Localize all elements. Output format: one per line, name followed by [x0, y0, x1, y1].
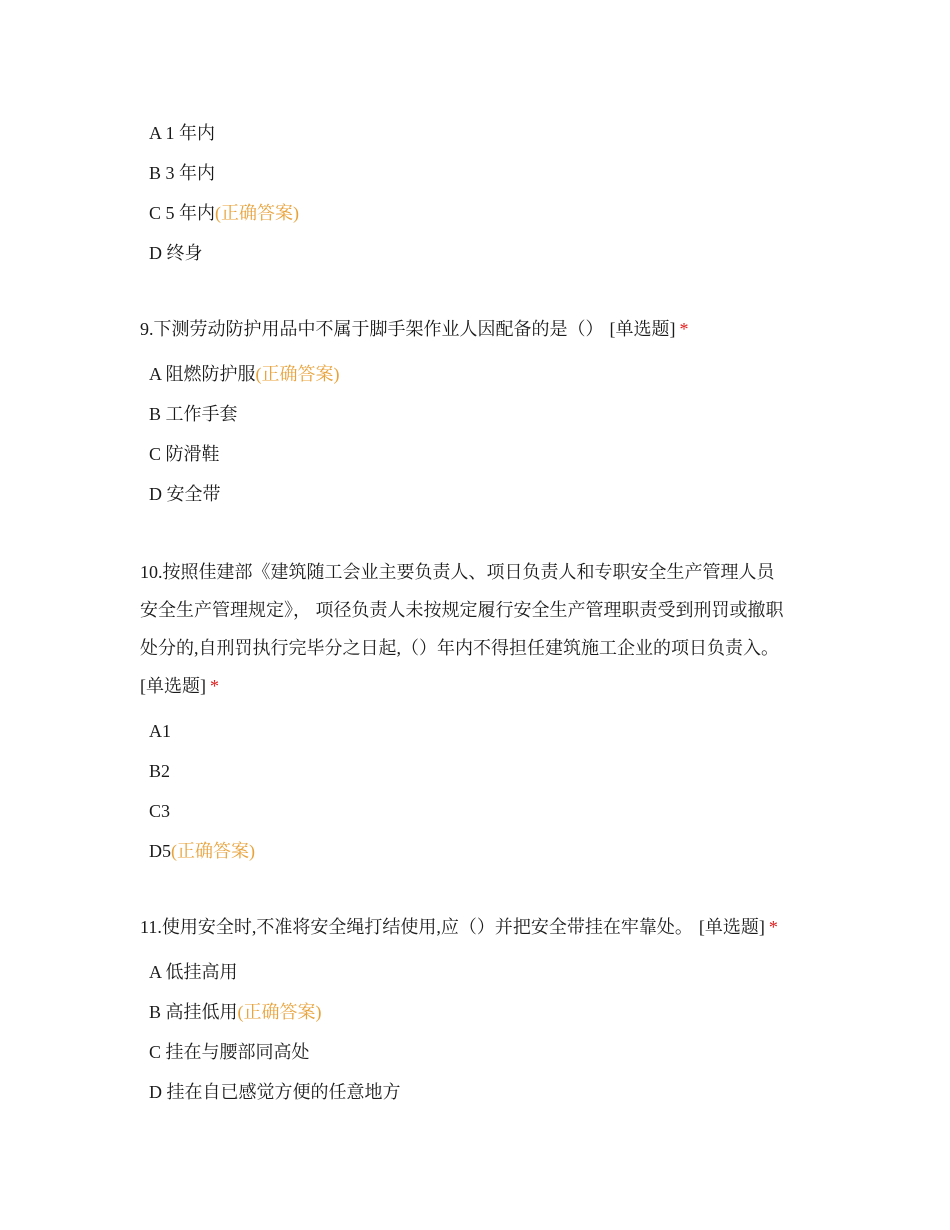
option-letter: D [149, 1082, 162, 1102]
option-letter: B [149, 1002, 162, 1022]
question-text-line-1: 10.按照佳建部《建筑随工会业主要负责人、项日负责人和专职安全生产管理人员 [140, 562, 775, 582]
option-8-d [149, 233, 820, 273]
option-10-a [149, 711, 820, 751]
correct-answer-mark: (正确答案) [237, 1002, 322, 1022]
question-type-label: [单选题] [609, 319, 676, 339]
option-text: 挂在与腰部同高处 [165, 1042, 310, 1062]
option-text: 安全带 [166, 484, 221, 504]
question-10-options [140, 711, 820, 871]
option-text: 1 [162, 721, 171, 741]
option-letter: A [149, 123, 162, 143]
option-letter: B [149, 761, 162, 781]
question-text-line-2: 安全生产管理规定》， 项径负责人未按规定履行安全生产管理职责受到刑罚或撤职 [140, 600, 784, 620]
option-11-d [149, 1072, 820, 1112]
option-letter: B [149, 404, 162, 424]
option-text: 5 [162, 841, 171, 861]
option-text: 终身 [166, 243, 203, 263]
option-letter: A [149, 364, 162, 384]
option-9-c [149, 434, 820, 474]
question-11-text [140, 908, 820, 946]
option-10-c [149, 791, 820, 831]
question-10-text [140, 553, 820, 705]
option-9-d [149, 474, 820, 514]
option-letter: C [149, 203, 162, 223]
question-text: 11.使用安全时,不准将安全绳打结使用,应（）并把安全带挂在牢靠处。 [140, 917, 693, 937]
option-text: 挂在自已感觉方便的任意地方 [166, 1082, 401, 1102]
option-8-c [149, 193, 820, 233]
option-text: 3 [161, 801, 171, 821]
option-10-d [149, 831, 820, 871]
option-letter: C [149, 801, 162, 821]
required-star: * [679, 319, 689, 339]
option-letter: A [149, 962, 162, 982]
question-10 [140, 553, 820, 871]
option-10-b [149, 751, 820, 791]
option-8-a [149, 113, 820, 153]
option-text: 5 年内 [165, 203, 216, 223]
option-9-a [149, 354, 820, 394]
option-11-c [149, 1032, 820, 1072]
required-star: * [768, 917, 778, 937]
option-letter: D [149, 484, 162, 504]
option-text: 1 年内 [165, 123, 216, 143]
option-letter: C [149, 1042, 162, 1062]
question-type-label: [单选题] [698, 917, 765, 937]
option-text: 2 [161, 761, 171, 781]
question-11-options [140, 952, 820, 1112]
option-9-b [149, 394, 820, 434]
option-letter: A [149, 721, 162, 741]
question-9-options [140, 354, 820, 514]
option-text: 高挂低用 [165, 1002, 238, 1022]
correct-answer-mark: (正确答案) [255, 364, 340, 384]
option-11-b [149, 992, 820, 1032]
question-text: 9.下测劳动防护用品中不属于脚手架作业人因配备的是（） [140, 319, 604, 339]
option-text: 低挂高用 [165, 962, 238, 982]
option-letter: C [149, 444, 162, 464]
question-9-text [140, 310, 820, 348]
question-11 [140, 908, 820, 1112]
option-text: 工作手套 [165, 404, 238, 424]
option-11-a [149, 952, 820, 992]
question-text-line-3: 处分的,自刑罚执行完毕分之日起,（）年内不得担任建筑施工企业的项日负责入。 [140, 638, 779, 658]
correct-answer-mark: (正确答案) [215, 203, 300, 223]
option-text: 3 年内 [165, 163, 216, 183]
question-8-options [140, 113, 820, 273]
question-type-label: [单选题] [140, 676, 206, 696]
option-8-b [149, 153, 820, 193]
option-letter: D [149, 243, 162, 263]
option-letter: D [149, 841, 162, 861]
option-text: 防滑鞋 [165, 444, 220, 464]
correct-answer-mark: (正确答案) [171, 841, 255, 861]
question-9 [140, 310, 820, 514]
option-text: 阻燃防护服 [165, 364, 256, 384]
required-star: * [210, 676, 219, 696]
option-letter: B [149, 163, 162, 183]
